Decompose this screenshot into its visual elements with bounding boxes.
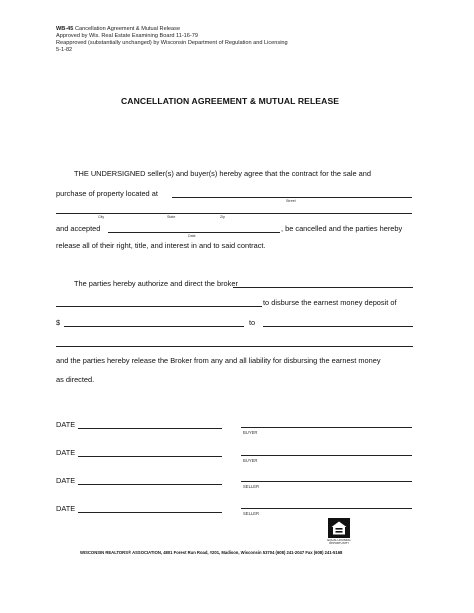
date-line: 5-1-82 — [56, 47, 73, 53]
date-label: Date — [188, 234, 196, 238]
reapproved-line: Reapproved (substantially unchanged) by Wisconsin Department of Regulation and Licensing — [56, 40, 288, 46]
para1-line3-prefix: and accepted — [56, 224, 101, 233]
para1-line4: release all of their right, title, and interest in and to said contract. — [56, 241, 266, 250]
para1-line3-suffix: , be cancelled and the parties hereby — [281, 224, 403, 233]
street-label: Street — [286, 199, 296, 203]
date-field-4[interactable] — [78, 512, 222, 513]
para1-line1: THE UNDERSIGNED seller(s) and buyer(s) hereby agree that the contract for the sale and — [74, 169, 371, 178]
deposit-amount-field[interactable] — [64, 326, 244, 327]
zip-label: Zip — [220, 215, 225, 219]
form-name: Cancellation Agreement & Mutual Release — [74, 26, 181, 32]
date-label-1: DATE — [56, 420, 76, 429]
to-word: to — [249, 318, 256, 327]
date-field-3[interactable] — [78, 484, 222, 485]
role-label-3: SELLER — [243, 484, 260, 489]
payee-field-a[interactable] — [263, 326, 413, 327]
date-field-1[interactable] — [78, 428, 222, 429]
date-field-2[interactable] — [78, 456, 222, 457]
role-label-2: BUYER — [243, 458, 258, 463]
signature-line-2[interactable] — [241, 455, 412, 456]
para3-line2: as directed. — [56, 375, 95, 384]
equal-housing-caption: EQUAL HOUSING OPPORTUNITY — [327, 538, 351, 546]
payee-field-b[interactable] — [56, 346, 413, 347]
date-label-3: DATE — [56, 476, 76, 485]
date-label-2: DATE — [56, 448, 76, 457]
accepted-date-field[interactable] — [108, 232, 280, 233]
city-label: City — [98, 215, 105, 219]
signature-line-3[interactable] — [241, 481, 412, 482]
city-state-zip-field[interactable] — [56, 213, 412, 214]
page-title: CANCELLATION AGREEMENT & MUTUAL RELEASE — [121, 96, 340, 106]
para2-line1: The parties hereby authorize and direct the broker — [74, 279, 238, 288]
para1-line2-prefix: purchase of property located at — [56, 189, 158, 198]
role-label-4: SELLER — [243, 511, 260, 516]
street-address-field[interactable] — [172, 197, 412, 198]
signature-line-4[interactable] — [241, 508, 412, 509]
broker-name-field-b[interactable] — [56, 306, 262, 307]
equal-housing-opportunity-icon — [328, 518, 350, 538]
footer-address: WISCONSIN REALTORS® ASSOCIATION, 4801 Forest Run Road, #201, Madison, Wisconsin 53704 (608) 241-2047 Fax (608) 241-5168 — [80, 550, 343, 555]
state-label: State — [167, 215, 176, 219]
broker-name-field-a[interactable] — [233, 287, 413, 288]
currency-symbol: $ — [56, 318, 61, 327]
date-label-4: DATE — [56, 504, 76, 513]
form-header — [56, 26, 288, 54]
approved-line: Approved by Wis. Real Estate Examining Board 11-16-79 — [56, 33, 198, 39]
para3-line1: and the parties hereby release the Broker from any and all liability for disbursing the earnest money — [56, 356, 381, 365]
house-equal-icon — [331, 521, 347, 535]
role-label-1: BUYER — [243, 430, 258, 435]
form-code: WB-45 — [56, 26, 74, 32]
para2-line2-suffix: to disburse the earnest money deposit of — [263, 298, 397, 307]
signature-line-1[interactable] — [241, 427, 412, 428]
